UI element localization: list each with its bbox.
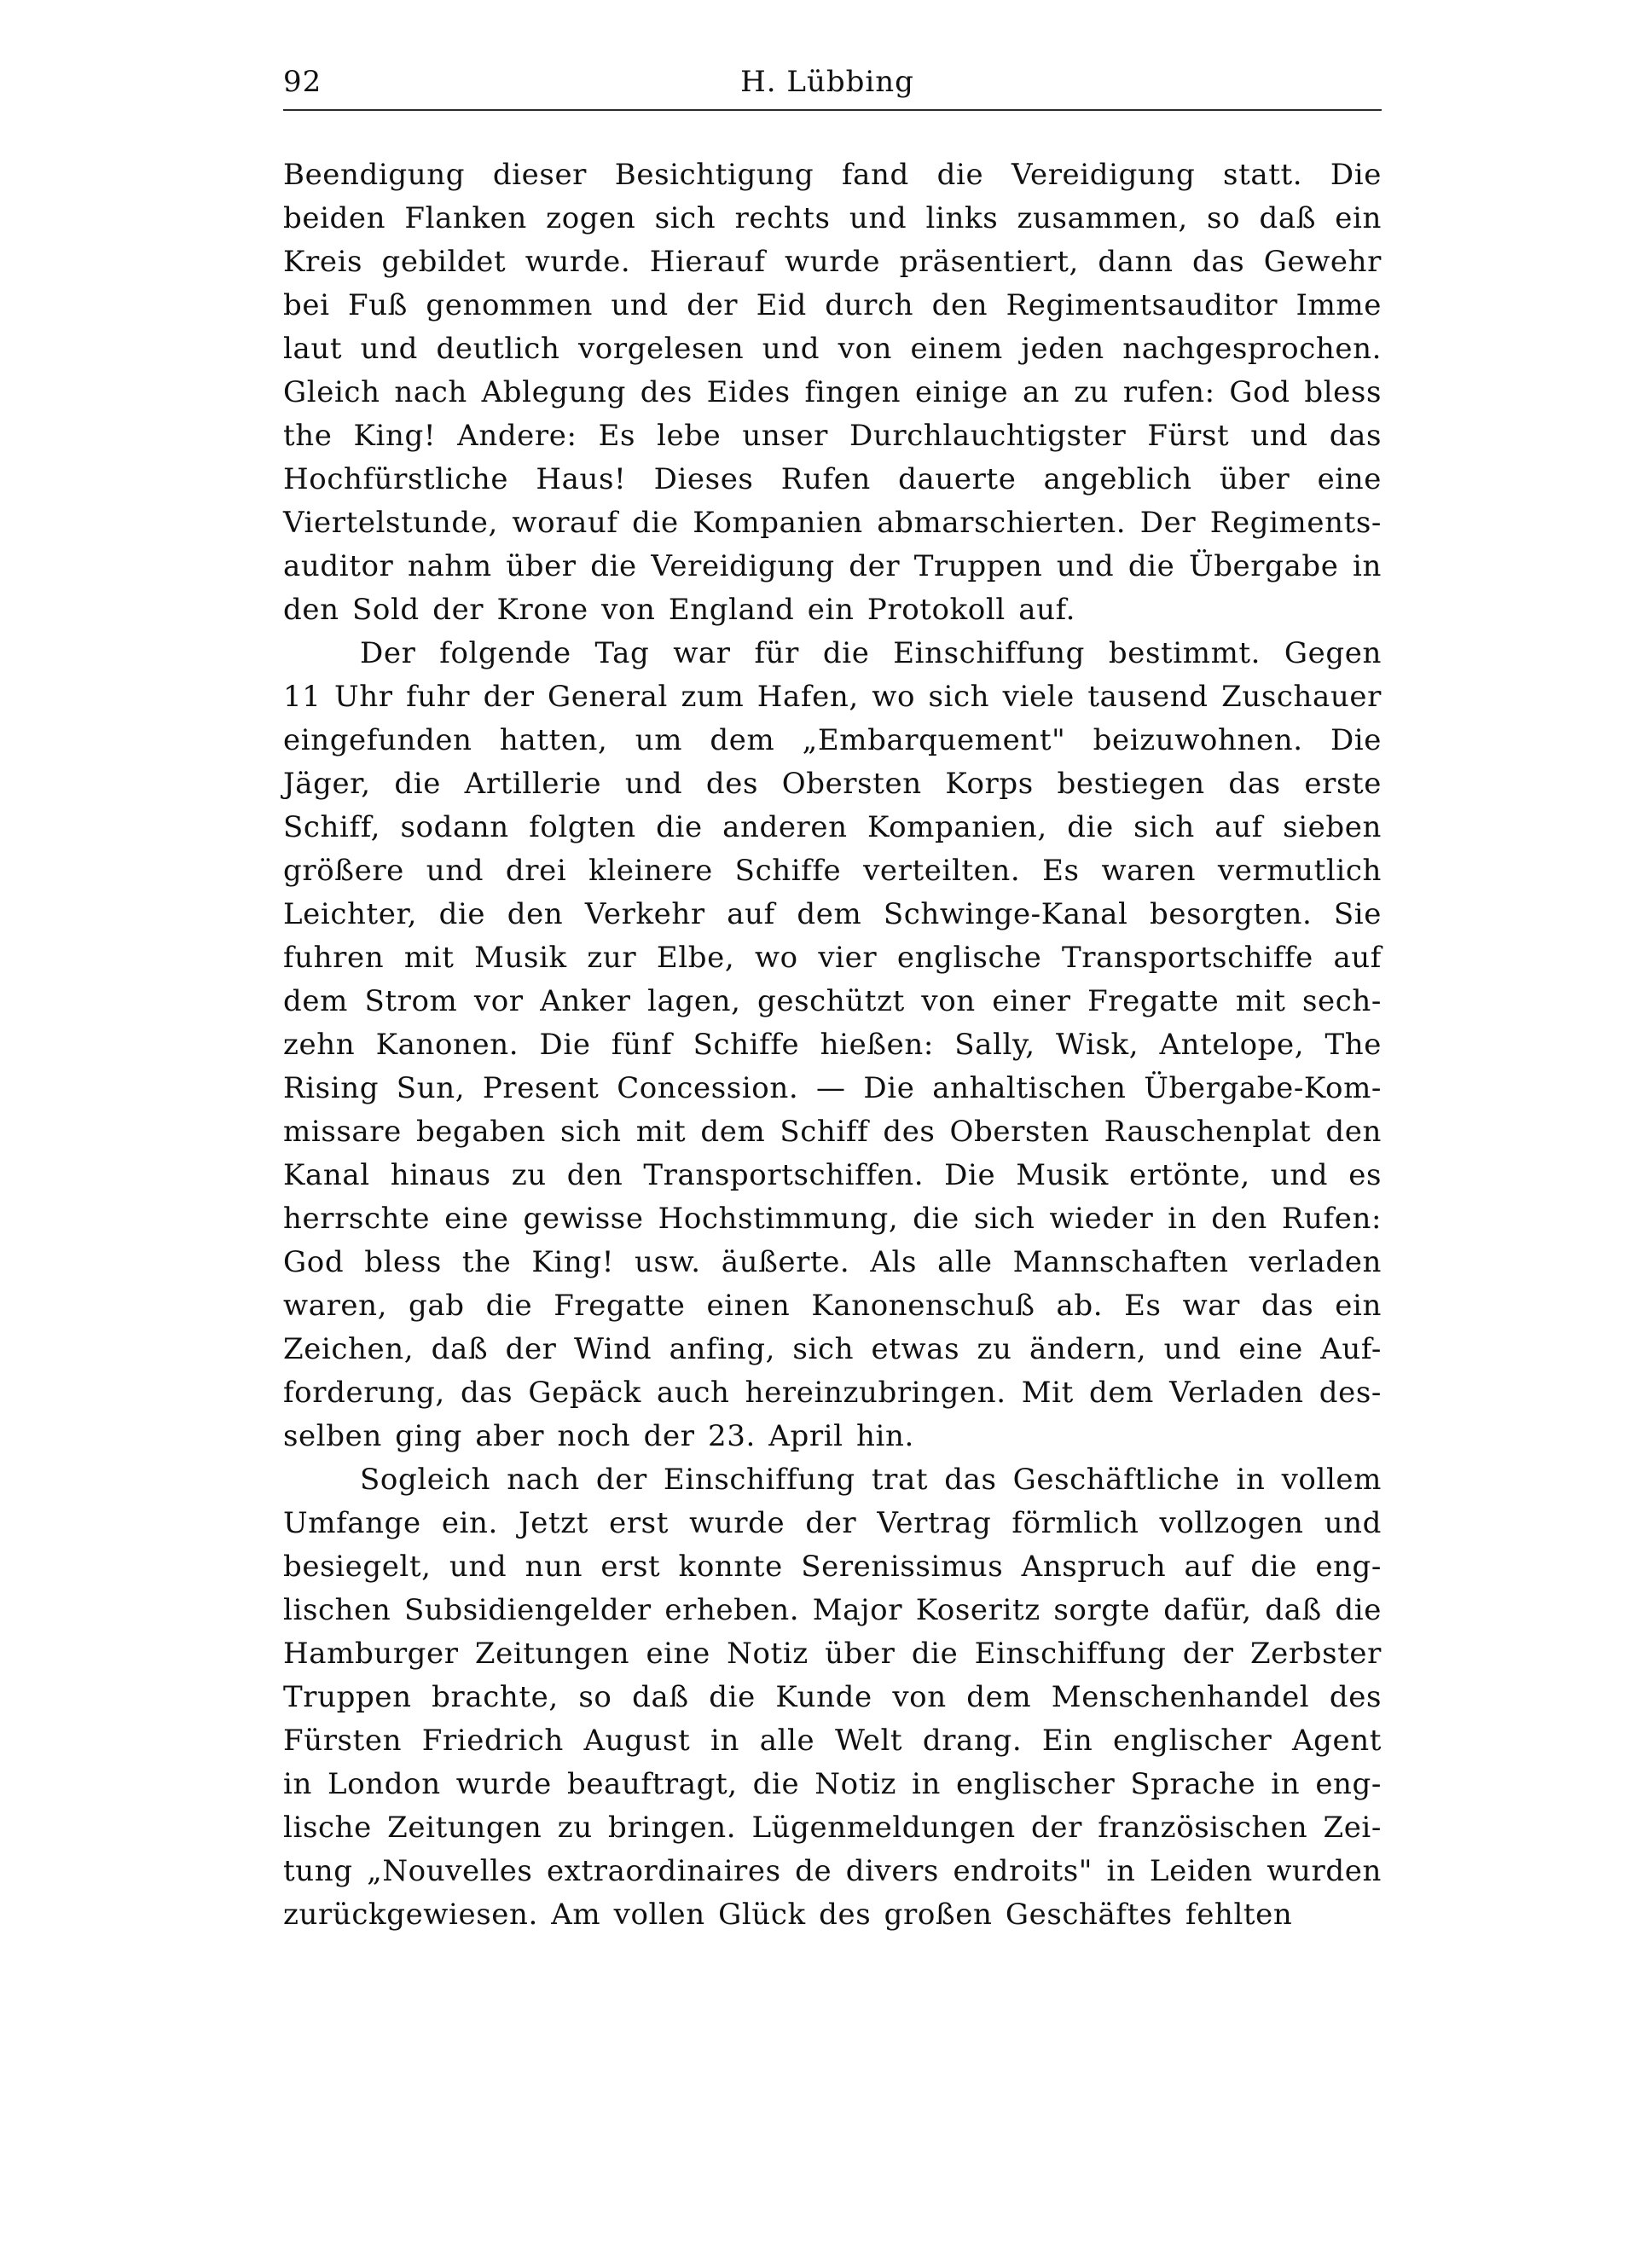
text-line: auditor nahm über die Vereidigung der Truppen und die Übergabe in: [283, 549, 1382, 583]
header-rule: [283, 109, 1382, 111]
text-line: waren, gab die Fregatte einen Kanonenschuß ab. Es war das ein: [283, 1289, 1382, 1323]
text-line: Hamburger Zeitungen eine Notiz über die Einschiffung der Zerbster: [283, 1637, 1382, 1671]
text-line: lische Zeitungen zu bringen. Lügenmeldungen der französischen Zei-: [283, 1811, 1382, 1845]
book-page: [273, 60, 1382, 2192]
text-line: Kanal hinaus zu den Transportschiffen. Die Musik ertönte, und es: [283, 1158, 1382, 1192]
text-line: herrschte eine gewisse Hochstimmung, die sich wieder in den Rufen:: [283, 1202, 1382, 1236]
text-line: den Sold der Krone von England ein Protokoll auf.: [283, 593, 1075, 627]
text-line: 11 Uhr fuhr der General zum Hafen, wo sich viele tausend Zuschauer: [283, 680, 1382, 714]
text-line: Der folgende Tag war für die Einschiffung bestimmt. Gegen: [360, 636, 1382, 670]
text-line: besiegelt, und nun erst konnte Serenissimus Anspruch auf die eng-: [283, 1550, 1382, 1584]
text-line: lischen Subsidiengelder erheben. Major Koseritz sorgte dafür, daß die: [283, 1593, 1382, 1627]
text-line: Zeichen, daß der Wind anfing, sich etwas zu ändern, und eine Auf-: [283, 1332, 1382, 1366]
text-line: selben ging aber noch der 23. April hin.: [283, 1419, 914, 1453]
body-text: [283, 154, 1382, 1937]
text-line: missare begaben sich mit dem Schiff des Obersten Rauschenplat den: [283, 1115, 1382, 1149]
text-line: Hochfürstliche Haus! Dieses Rufen dauerte angeblich über eine: [283, 462, 1382, 496]
text-line: eingefunden hatten, um dem „Embarquement" beizuwohnen. Die: [283, 723, 1382, 757]
text-line: fuhren mit Musik zur Elbe, wo vier englische Transportschiffe auf: [283, 941, 1382, 975]
text-line: Beendigung dieser Besichtigung fand die Vereidigung statt. Die: [283, 158, 1382, 192]
text-line: in London wurde beauftragt, die Notiz in englischer Sprache in eng-: [283, 1767, 1382, 1801]
text-line: Truppen brachte, so daß die Kunde von dem Menschenhandel des: [283, 1680, 1382, 1714]
paragraph: [283, 632, 1382, 1458]
text-line: zehn Kanonen. Die fünf Schiffe hießen: Sally, Wisk, Antelope, The: [283, 1028, 1382, 1062]
running-head: H. Lübbing: [740, 65, 914, 99]
text-line: Jäger, die Artillerie und des Obersten Korps bestiegen das erste: [283, 767, 1382, 801]
text-line: Kreis gebildet wurde. Hierauf wurde präsentiert, dann das Gewehr: [283, 245, 1382, 279]
page-header: [273, 60, 1382, 111]
text-line: tung „Nouvelles extraordinaires de divers endroits" in Leiden wurden: [283, 1854, 1382, 1888]
paragraph: [283, 1458, 1382, 1937]
text-line: beiden Flanken zogen sich rechts und links zusammen, so daß ein: [283, 201, 1382, 235]
text-line: bei Fuß genommen und der Eid durch den Regimentsauditor Imme: [283, 288, 1382, 322]
text-line: zurückgewiesen. Am vollen Glück des großen Geschäftes fehlten: [283, 1898, 1293, 1932]
text-line: God bless the King! usw. äußerte. Als alle Mannschaften verladen: [283, 1245, 1382, 1279]
text-line: Leichter, die den Verkehr auf dem Schwinge-Kanal besorgten. Sie: [283, 897, 1382, 931]
page-number: 92: [283, 65, 322, 99]
text-line: the King! Andere: Es lebe unser Durchlauchtigster Fürst und das: [283, 419, 1382, 453]
text-line: dem Strom vor Anker lagen, geschützt von einer Fregatte mit sech-: [283, 984, 1382, 1018]
text-line: Fürsten Friedrich August in alle Welt drang. Ein englischer Agent: [283, 1724, 1382, 1758]
text-line: laut und deutlich vorgelesen und von einem jeden nachgesprochen.: [283, 332, 1382, 366]
text-line: Rising Sun, Present Concession. — Die anhaltischen Übergabe-Kom-: [283, 1071, 1382, 1105]
text-line: Sogleich nach der Einschiffung trat das Geschäftliche in vollem: [360, 1463, 1382, 1497]
text-line: Viertelstunde, worauf die Kompanien abmarschierten. Der Regiments-: [283, 506, 1382, 540]
text-line: Schiff, sodann folgten die anderen Kompanien, die sich auf sieben: [283, 810, 1382, 844]
text-line: forderung, das Gepäck auch hereinzubringen. Mit dem Verladen des-: [283, 1376, 1382, 1410]
text-line: größere und drei kleinere Schiffe verteilten. Es waren vermutlich: [283, 854, 1382, 888]
text-line: Umfange ein. Jetzt erst wurde der Vertrag förmlich vollzogen und: [283, 1506, 1382, 1540]
paragraph: [283, 154, 1382, 632]
text-line: Gleich nach Ablegung des Eides fingen einige an zu rufen: God bless: [283, 375, 1382, 409]
